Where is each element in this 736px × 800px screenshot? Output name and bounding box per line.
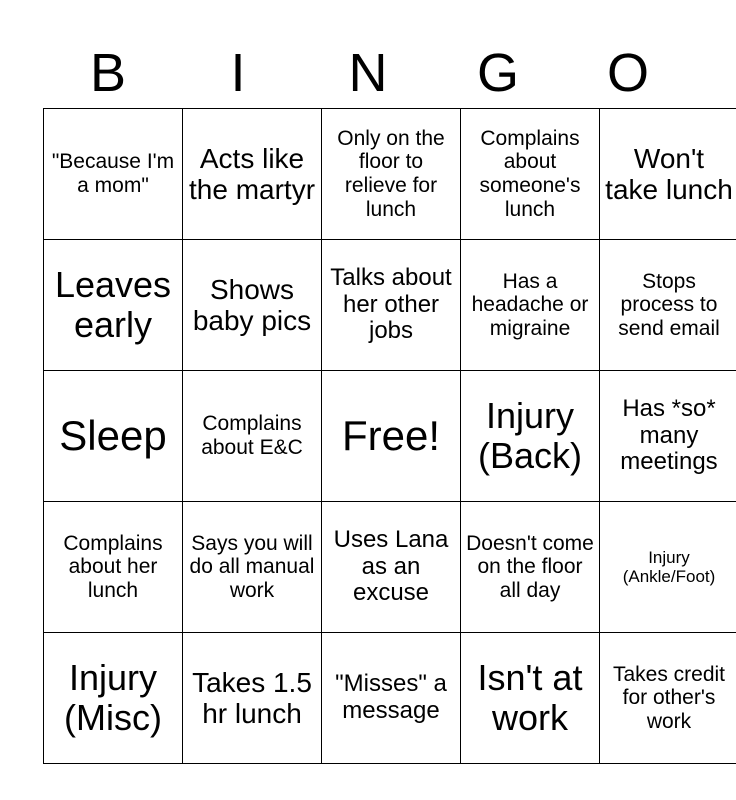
board-row-1 bbox=[44, 109, 736, 240]
board-row-4 bbox=[44, 502, 736, 633]
header-letter-n: N bbox=[348, 43, 388, 103]
free-space-cell[interactable]: Free! bbox=[322, 371, 461, 502]
header-letter-o: O bbox=[606, 43, 649, 103]
bingo-cell[interactable]: Injury (Misc) bbox=[44, 633, 183, 764]
bingo-cell[interactable]: Complains about E&C bbox=[183, 371, 322, 502]
header-letter-b: B bbox=[89, 43, 127, 103]
bingo-cell[interactable]: Injury (Back) bbox=[461, 371, 600, 502]
board-row-2 bbox=[44, 240, 736, 371]
bingo-header bbox=[43, 38, 693, 108]
header-letter-g: G bbox=[476, 43, 519, 103]
bingo-cell[interactable]: Sleep bbox=[44, 371, 183, 502]
bingo-cell[interactable]: Injury (Ankle/Foot) bbox=[600, 502, 736, 633]
bingo-cell[interactable]: Talks about her other jobs bbox=[322, 240, 461, 371]
bingo-cell[interactable]: Only on the floor to relieve for lunch bbox=[322, 109, 461, 240]
bingo-cell[interactable]: "Because I'm a mom" bbox=[44, 109, 183, 240]
header-letter-i: I bbox=[230, 43, 246, 103]
bingo-cell[interactable]: Shows baby pics bbox=[183, 240, 322, 371]
bingo-cell[interactable]: Leaves early bbox=[44, 240, 183, 371]
bingo-cell[interactable]: Takes credit for other's work bbox=[600, 633, 736, 764]
bingo-cell[interactable]: Says you will do all manual work bbox=[183, 502, 322, 633]
bingo-cell[interactable]: Has a headache or migraine bbox=[461, 240, 600, 371]
bingo-cell[interactable]: Stops process to send email bbox=[600, 240, 736, 371]
bingo-cell[interactable]: Complains about someone's lunch bbox=[461, 109, 600, 240]
bingo-board bbox=[43, 108, 736, 764]
bingo-cell[interactable]: Uses Lana as an excuse bbox=[322, 502, 461, 633]
bingo-cell[interactable]: Acts like the martyr bbox=[183, 109, 322, 240]
bingo-cell[interactable]: Isn't at work bbox=[461, 633, 600, 764]
bingo-cell[interactable]: Has *so* many meetings bbox=[600, 371, 736, 502]
board-row-3 bbox=[44, 371, 736, 502]
bingo-cell[interactable]: Doesn't come on the floor all day bbox=[461, 502, 600, 633]
bingo-cell[interactable]: Complains about her lunch bbox=[44, 502, 183, 633]
bingo-cell[interactable]: Takes 1.5 hr lunch bbox=[183, 633, 322, 764]
bingo-cell[interactable]: "Misses" a message bbox=[322, 633, 461, 764]
board-row-5 bbox=[44, 633, 736, 764]
bingo-cell[interactable]: Won't take lunch bbox=[600, 109, 736, 240]
